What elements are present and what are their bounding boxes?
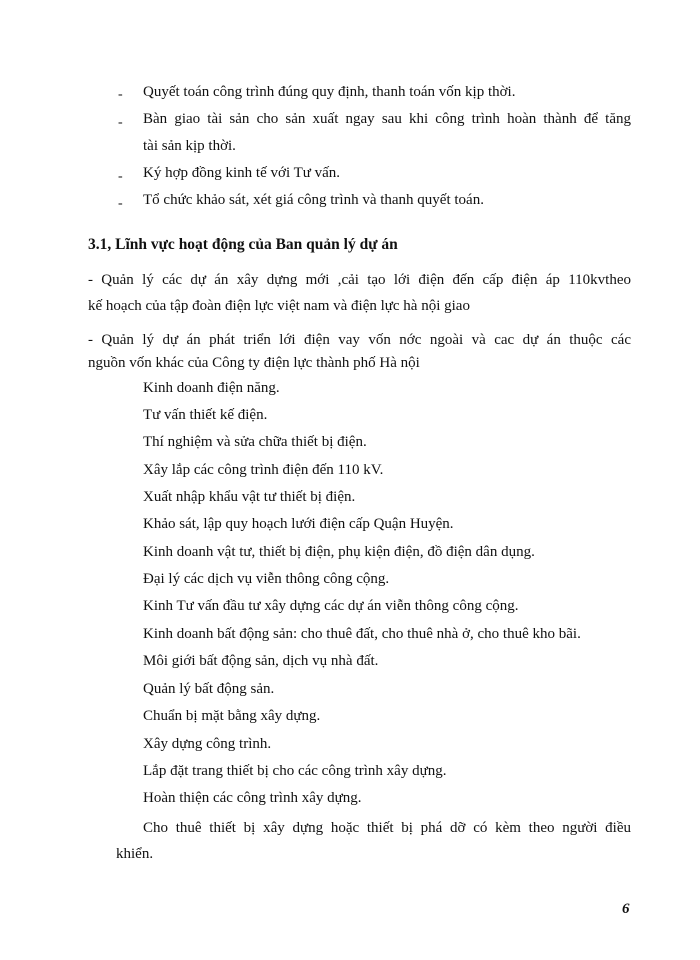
paragraph-line: - Quản lý các dự án xây dựng mới ,cải tạo lới điện đến cấp điện áp 110kvtheo [88,272,631,288]
activity-item: Tư vấn thiết kế điện. [143,407,268,423]
activity-item: Thí nghiệm và sửa chữa thiết bị điện. [143,434,367,450]
section-heading: 3.1, Lĩnh vực hoạt động của Ban quản lý dự án [88,236,398,253]
bullet-item: Bàn giao tài sản cho sản xuất ngay sau khi công trình hoàn thành để tăng [143,111,631,127]
activity-item: Xây dựng công trình. [143,736,272,752]
paragraph-line: kế hoạch của tập đoàn điện lực việt nam và điện lực hà nội giao [88,298,470,314]
activity-item: Kinh doanh bất động sản: cho thuê đất, cho thuê nhà ở, cho thuê kho bãi. [143,626,581,642]
bullet-item-continued: tài sản kịp thời. [143,138,236,154]
bullet-mark: - [118,196,123,211]
activity-item: Kinh doanh điện năng. [143,380,280,396]
bullet-item: Quyết toán công trình đúng quy định, thanh toán vốn kịp thời. [143,84,516,100]
bullet-mark: - [118,169,123,184]
page-number: 6 [622,901,630,917]
activity-item: Khảo sát, lập quy hoạch lưới điện cấp Quận Huyện. [143,516,454,532]
activity-item: Môi giới bất động sản, dịch vụ nhà đất. [143,653,379,669]
activity-item: Quản lý bất động sản. [143,681,275,697]
activity-item: Lắp đặt trang thiết bị cho các công trình xây dựng. [143,763,447,779]
activity-item: Xây lắp các công trình điện đến 110 kV. [143,462,384,478]
activity-item: Kinh Tư vấn đầu tư xây dựng các dự án viễn thông công cộng. [143,598,519,614]
bullet-item: Ký hợp đồng kinh tế với Tư vấn. [143,165,341,181]
activity-item-continued: khiển. [116,846,154,862]
activity-item: Chuẩn bị mặt bằng xây dựng. [143,708,321,724]
activity-item: Hoàn thiện các công trình xây dựng. [143,790,362,806]
paragraph-line: nguồn vốn khác của Công ty điện lực thành phố Hà nội [88,355,420,371]
bullet-mark: - [118,115,123,130]
activity-item: Đại lý các dịch vụ viễn thông công cộng. [143,571,390,587]
activity-item: Kinh doanh vật tư, thiết bị điện, phụ kiện điện, đồ điện dân dụng. [143,544,535,560]
bullet-mark: - [118,87,123,102]
activity-item: Xuất nhập khẩu vật tư thiết bị điện. [143,489,356,505]
activity-item: Cho thuê thiết bị xây dựng hoặc thiết bị phá dỡ có kèm theo người điều [143,820,631,836]
bullet-item: Tổ chức khảo sát, xét giá công trình và thanh quyết toán. [143,192,484,208]
paragraph-line: - Quản lý dự án phát triển lới điện vay vốn nớc ngoài và cac dự án thuộc các [88,332,631,348]
